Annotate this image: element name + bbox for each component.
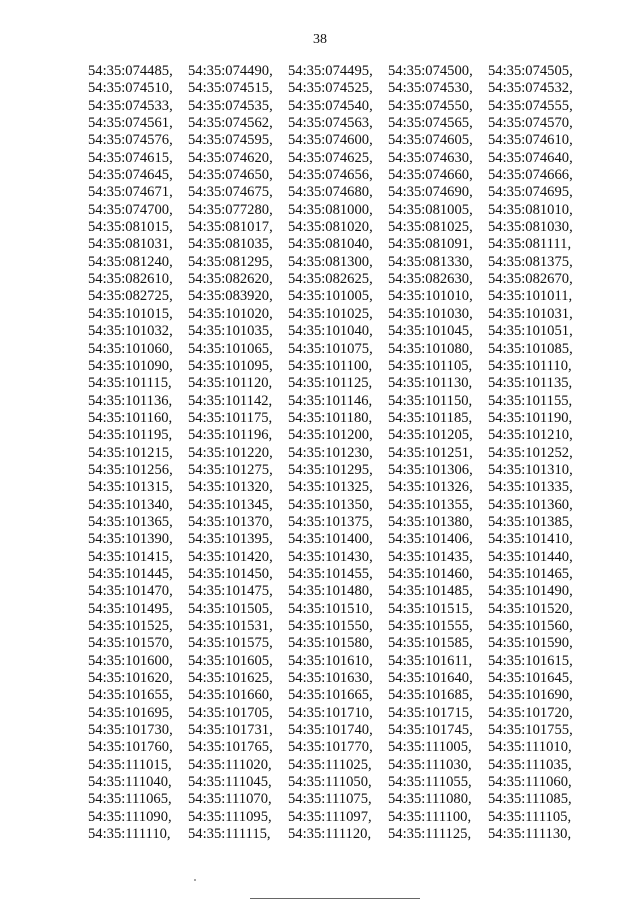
cadastral-number: 54:35:074640,	[488, 149, 573, 166]
cadastral-number: 54:35:101410,	[488, 531, 573, 548]
cadastral-number: 54:35:101060,	[88, 340, 173, 357]
cadastral-number: 54:35:081240,	[88, 253, 173, 270]
cadastral-number: 54:35:074680,	[288, 184, 373, 201]
cadastral-number: 54:35:101435,	[388, 548, 473, 565]
cadastral-number: 54:35:101480,	[288, 583, 373, 600]
cadastral-number: 54:35:074561,	[88, 115, 173, 132]
cadastral-number: 54:35:101252,	[488, 444, 573, 461]
cadastral-number: 54:35:074525,	[288, 80, 373, 97]
scan-dot-mark	[194, 879, 196, 881]
cadastral-number: 54:35:111090,	[88, 808, 172, 825]
cadastral-number: 54:35:101531,	[188, 618, 273, 634]
cadastral-number: 54:35:074600,	[288, 132, 373, 149]
cadastral-number: 54:35:101205,	[388, 427, 473, 444]
cadastral-number: 54:35:101660,	[188, 687, 273, 704]
cadastral-number: 54:35:074650,	[188, 167, 273, 184]
cadastral-number: 54:35:081111,	[488, 236, 572, 253]
cadastral-number: 54:35:074620,	[188, 149, 273, 166]
cadastral-number: 54:35:101765,	[188, 739, 273, 756]
cadastral-number: 54:35:101195,	[88, 427, 173, 444]
cadastral-number: 54:35:101640,	[388, 670, 473, 687]
cadastral-number: 54:35:101085,	[488, 340, 573, 357]
cadastral-number: 54:35:101715,	[388, 704, 473, 721]
cadastral-number: 54:35:074675,	[188, 184, 273, 201]
cadastral-number: 54:35:101755,	[488, 722, 573, 739]
cadastral-number: 54:35:101730,	[88, 722, 173, 739]
cadastral-number: 54:35:101710,	[288, 704, 373, 721]
cadastral-number: 54:35:101395,	[188, 531, 273, 548]
cadastral-number: 54:35:101665,	[288, 687, 373, 704]
cadastral-number: 54:35:101470,	[88, 583, 173, 600]
cadastral-number: 54:35:082610,	[88, 271, 173, 288]
cadastral-number: 54:35:101051,	[488, 323, 573, 340]
cadastral-number: 54:35:111095,	[188, 808, 272, 825]
cadastral-number: 54:35:101105,	[388, 357, 473, 374]
cadastral-number: 54:35:101320,	[188, 479, 273, 496]
cadastral-number: 54:35:111110,	[88, 826, 171, 843]
cadastral-number: 54:35:101495,	[88, 600, 173, 617]
cadastral-number: 54:35:101020,	[188, 305, 273, 322]
cadastral-number: 54:35:101120,	[188, 375, 273, 392]
cadastral-number: 54:35:101110,	[488, 357, 572, 374]
cadastral-number: 54:35:101032,	[88, 323, 173, 340]
cadastral-number: 54:35:101011,	[488, 288, 573, 305]
cadastral-number: 54:35:101611,	[388, 652, 473, 669]
cadastral-number: 54:35:074671,	[88, 184, 173, 201]
cadastral-number: 54:35:101745,	[388, 722, 473, 739]
cadastral-number: 54:35:081035,	[188, 236, 273, 253]
cadastral-number: 54:35:101695,	[88, 704, 173, 721]
cadastral-number: 54:35:101475,	[188, 583, 273, 600]
cadastral-number: 54:35:101325,	[288, 479, 373, 496]
cadastral-number: 54:35:111030,	[388, 756, 472, 773]
cadastral-number: 54:35:081017,	[188, 219, 273, 236]
cadastral-number: 54:35:101025,	[288, 305, 373, 322]
cadastral-number: 54:35:074645,	[88, 167, 173, 184]
cadastral-number: 54:35:074485,	[88, 63, 173, 79]
cadastral-number: 54:35:074570,	[488, 115, 573, 132]
cadastral-number: 54:35:101306,	[388, 461, 473, 478]
cadastral-number: 54:35:101490,	[488, 583, 573, 600]
cadastral-number: 54:35:101420,	[188, 548, 273, 565]
cadastral-number: 54:35:101455,	[288, 565, 373, 582]
cadastral-number: 54:35:101150,	[388, 392, 473, 409]
cadastral-number: 54:35:111120,	[288, 826, 372, 843]
cadastral-number: 54:35:101590,	[488, 635, 573, 652]
cadastral-number: 54:35:077280,	[188, 201, 273, 218]
cadastral-number: 54:35:101445,	[88, 565, 173, 582]
cadastral-number: 54:35:074550,	[388, 97, 473, 114]
cadastral-number: 54:35:111045,	[188, 774, 272, 791]
cadastral-number: 54:35:074562,	[188, 115, 273, 132]
cadastral-number: 54:35:081005,	[388, 201, 473, 218]
cadastral-number: 54:35:074576,	[88, 132, 173, 149]
bottom-rule	[250, 898, 420, 899]
cadastral-number: 54:35:111105,	[488, 808, 572, 825]
cadastral-number: 54:35:074490,	[188, 63, 273, 79]
cadastral-number: 54:35:101350,	[288, 496, 373, 513]
cadastral-number: 54:35:101560,	[488, 618, 573, 634]
cadastral-number: 54:35:101030,	[388, 305, 473, 322]
cadastral-number: 54:35:101220,	[188, 444, 273, 461]
cadastral-number: 54:35:101375,	[288, 513, 373, 530]
cadastral-number: 54:35:101605,	[188, 652, 273, 669]
cadastral-number: 54:35:111035,	[488, 756, 572, 773]
cadastral-number: 54:35:081295,	[188, 253, 273, 270]
cadastral-number: 54:35:111070,	[188, 791, 272, 808]
cadastral-number: 54:35:074625,	[288, 149, 373, 166]
cadastral-number: 54:35:101460,	[388, 565, 473, 582]
cadastral-number: 54:35:101440,	[488, 548, 573, 565]
cadastral-number: 54:35:101760,	[88, 739, 173, 756]
cadastral-number: 54:35:101575,	[188, 635, 273, 652]
cadastral-number: 54:35:111005,	[388, 739, 472, 756]
cadastral-number: 54:35:081025,	[388, 219, 473, 236]
cadastral-number: 54:35:074555,	[488, 97, 573, 114]
cadastral-number: 54:35:101625,	[188, 670, 273, 687]
cadastral-number: 54:35:081375,	[488, 253, 573, 270]
cadastral-number: 54:35:074563,	[288, 115, 373, 132]
cadastral-number: 54:35:101142,	[188, 392, 273, 409]
cadastral-number: 54:35:101315,	[88, 479, 173, 496]
cadastral-number: 54:35:101770,	[288, 739, 373, 756]
cadastral-number: 54:35:111100,	[388, 808, 472, 825]
cadastral-number: 54:35:101630,	[288, 670, 373, 687]
cadastral-number: 54:35:082620,	[188, 271, 273, 288]
cadastral-number: 54:35:111010,	[488, 739, 572, 756]
cadastral-number: 54:35:074530,	[388, 80, 473, 97]
cadastral-number: 54:35:074505,	[488, 63, 573, 79]
cadastral-number: 54:35:101251,	[388, 444, 473, 461]
cadastral-number: 54:35:101065,	[188, 340, 273, 357]
cadastral-number: 54:35:101550,	[288, 618, 373, 634]
cadastral-number: 54:35:111050,	[288, 774, 372, 791]
cadastral-number: 54:35:074532,	[488, 80, 573, 97]
cadastral-number: 54:35:074656,	[288, 167, 373, 184]
cadastral-number: 54:35:082630,	[388, 271, 473, 288]
page-number: 38	[313, 32, 327, 47]
cadastral-number: 54:35:074565,	[388, 115, 473, 132]
cadastral-number: 54:35:074535,	[188, 97, 273, 114]
cadastral-number: 54:35:074510,	[88, 80, 173, 97]
cadastral-number: 54:35:111015,	[88, 756, 172, 773]
cadastral-number: 54:35:101031,	[488, 305, 573, 322]
cadastral-number: 54:35:101520,	[488, 600, 573, 617]
cadastral-number: 54:35:101180,	[288, 409, 373, 426]
cadastral-number: 54:35:082625,	[288, 271, 373, 288]
cadastral-number: 54:35:111085,	[488, 791, 572, 808]
cadastral-number: 54:35:082670,	[488, 271, 573, 288]
cadastral-number: 54:35:101505,	[188, 600, 273, 617]
cadastral-number: 54:35:101035,	[188, 323, 273, 340]
cadastral-number: 54:35:101075,	[288, 340, 373, 357]
cadastral-number: 54:35:101585,	[388, 635, 473, 652]
cadastral-number: 54:35:101100,	[288, 357, 373, 374]
cadastral-number: 54:35:081020,	[288, 219, 373, 236]
cadastral-number: 54:35:101731,	[188, 722, 273, 739]
cadastral-number: 54:35:101430,	[288, 548, 373, 565]
cadastral-number: 54:35:101380,	[388, 513, 473, 530]
cadastral-number: 54:35:111080,	[388, 791, 472, 808]
cadastral-number: 54:35:101390,	[88, 531, 173, 548]
cadastral-number: 54:35:081300,	[288, 253, 373, 270]
cadastral-number: 54:35:111055,	[388, 774, 472, 791]
cadastral-number: 54:35:101130,	[388, 375, 473, 392]
cadastral-number: 54:35:101090,	[88, 357, 173, 374]
cadastral-number: 54:35:074500,	[388, 63, 473, 79]
cadastral-number: 54:35:101580,	[288, 635, 373, 652]
cadastral-number: 54:35:081040,	[288, 236, 373, 253]
cadastral-number: 54:35:111075,	[288, 791, 372, 808]
cadastral-number: 54:35:101136,	[88, 392, 173, 409]
cadastral-number: 54:35:081000,	[288, 201, 373, 218]
cadastral-number: 54:35:111115,	[188, 826, 271, 843]
cadastral-number: 54:35:074595,	[188, 132, 273, 149]
cadastral-number: 54:35:101185,	[388, 409, 473, 426]
cadastral-number: 54:35:101326,	[388, 479, 473, 496]
cadastral-number: 54:35:101340,	[88, 496, 173, 513]
cadastral-number: 54:35:101005,	[288, 288, 373, 305]
cadastral-number: 54:35:101230,	[288, 444, 373, 461]
cadastral-number: 54:35:101160,	[88, 409, 173, 426]
cadastral-number: 54:35:101555,	[388, 618, 473, 634]
cadastral-number: 54:35:101415,	[88, 548, 173, 565]
cadastral-number: 54:35:081010,	[488, 201, 573, 218]
cadastral-number: 54:35:111125,	[388, 826, 472, 843]
cadastral-number: 54:35:101080,	[388, 340, 473, 357]
cadastral-number: 54:35:111020,	[188, 756, 272, 773]
cadastral-number: 54:35:101685,	[388, 687, 473, 704]
cadastral-number: 54:35:081031,	[88, 236, 173, 253]
cadastral-number: 54:35:101360,	[488, 496, 573, 513]
cadastral-number: 54:35:101115,	[88, 375, 172, 392]
cadastral-number: 54:35:074540,	[288, 97, 373, 114]
cadastral-number: 54:35:101400,	[288, 531, 373, 548]
cadastral-number: 54:35:101610,	[288, 652, 373, 669]
cadastral-number: 54:35:074515,	[188, 80, 273, 97]
cadastral-number: 54:35:101450,	[188, 565, 273, 582]
cadastral-number: 54:35:101196,	[188, 427, 273, 444]
cadastral-number: 54:35:101690,	[488, 687, 573, 704]
cadastral-number: 54:35:101705,	[188, 704, 273, 721]
cadastral-number: 54:35:101175,	[188, 409, 273, 426]
cadastral-number: 54:35:101370,	[188, 513, 273, 530]
cadastral-number: 54:35:101485,	[388, 583, 473, 600]
cadastral-number: 54:35:081091,	[388, 236, 473, 253]
cadastral-number: 54:35:111025,	[288, 756, 372, 773]
cadastral-number: 54:35:101655,	[88, 687, 173, 704]
cadastral-number: 54:35:082725,	[88, 288, 173, 305]
cadastral-number: 54:35:101095,	[188, 357, 273, 374]
cadastral-number: 54:35:101040,	[288, 323, 373, 340]
cadastral-number: 54:35:101125,	[288, 375, 373, 392]
cadastral-number: 54:35:074690,	[388, 184, 473, 201]
cadastral-number: 54:35:101615,	[488, 652, 573, 669]
cadastral-number-list	[88, 63, 603, 843]
cadastral-number: 54:35:074495,	[288, 63, 373, 79]
cadastral-number: 54:35:101275,	[188, 461, 273, 478]
cadastral-number: 54:35:074615,	[88, 149, 173, 166]
cadastral-number: 54:35:101155,	[488, 392, 573, 409]
cadastral-number: 54:35:074700,	[88, 201, 173, 218]
cadastral-number: 54:35:101256,	[88, 461, 173, 478]
cadastral-number: 54:35:081030,	[488, 219, 573, 236]
cadastral-number: 54:35:101200,	[288, 427, 373, 444]
cadastral-number: 54:35:074533,	[88, 97, 173, 114]
cadastral-number: 54:35:101355,	[388, 496, 473, 513]
cadastral-number: 54:35:101146,	[288, 392, 373, 409]
cadastral-number: 54:35:101740,	[288, 722, 373, 739]
cadastral-number: 54:35:101210,	[488, 427, 573, 444]
cadastral-number: 54:35:101525,	[88, 618, 173, 634]
cadastral-number: 54:35:101190,	[488, 409, 573, 426]
cadastral-number: 54:35:101645,	[488, 670, 573, 687]
cadastral-number: 54:35:074610,	[488, 132, 573, 149]
cadastral-number: 54:35:081015,	[88, 219, 173, 236]
cadastral-number: 54:35:074660,	[388, 167, 473, 184]
cadastral-number: 54:35:111040,	[88, 774, 172, 791]
cadastral-number: 54:35:111060,	[488, 774, 572, 791]
cadastral-number: 54:35:111065,	[88, 791, 172, 808]
cadastral-number: 54:35:101135,	[488, 375, 573, 392]
cadastral-number: 54:35:101406,	[388, 531, 473, 548]
cadastral-number: 54:35:101335,	[488, 479, 573, 496]
cadastral-number: 54:35:081330,	[388, 253, 473, 270]
cadastral-number: 54:35:101620,	[88, 670, 173, 687]
cadastral-number: 54:35:101045,	[388, 323, 473, 340]
cadastral-number: 54:35:101515,	[388, 600, 473, 617]
cadastral-number: 54:35:101720,	[488, 704, 573, 721]
cadastral-number: 54:35:101215,	[88, 444, 173, 461]
cadastral-number: 54:35:101385,	[488, 513, 573, 530]
cadastral-number: 54:35:101010,	[388, 288, 473, 305]
cadastral-number: 54:35:101295,	[288, 461, 373, 478]
cadastral-number: 54:35:101310,	[488, 461, 573, 478]
cadastral-number: 54:35:101570,	[88, 635, 173, 652]
cadastral-number: 54:35:101465,	[488, 565, 573, 582]
cadastral-number: 54:35:083920,	[188, 288, 273, 305]
cadastral-number: 54:35:074630,	[388, 149, 473, 166]
cadastral-number: 54:35:111097,	[288, 808, 372, 825]
cadastral-number: 54:35:074695,	[488, 184, 573, 201]
cadastral-number: 54:35:074605,	[388, 132, 473, 149]
cadastral-number: 54:35:074666,	[488, 167, 573, 184]
cadastral-number: 54:35:101600,	[88, 652, 173, 669]
cadastral-number: 54:35:101365,	[88, 513, 173, 530]
cadastral-number: 54:35:111130,	[488, 826, 572, 843]
cadastral-number: 54:35:101345,	[188, 496, 273, 513]
cadastral-number: 54:35:101015,	[88, 305, 173, 322]
cadastral-number: 54:35:101510,	[288, 600, 373, 617]
